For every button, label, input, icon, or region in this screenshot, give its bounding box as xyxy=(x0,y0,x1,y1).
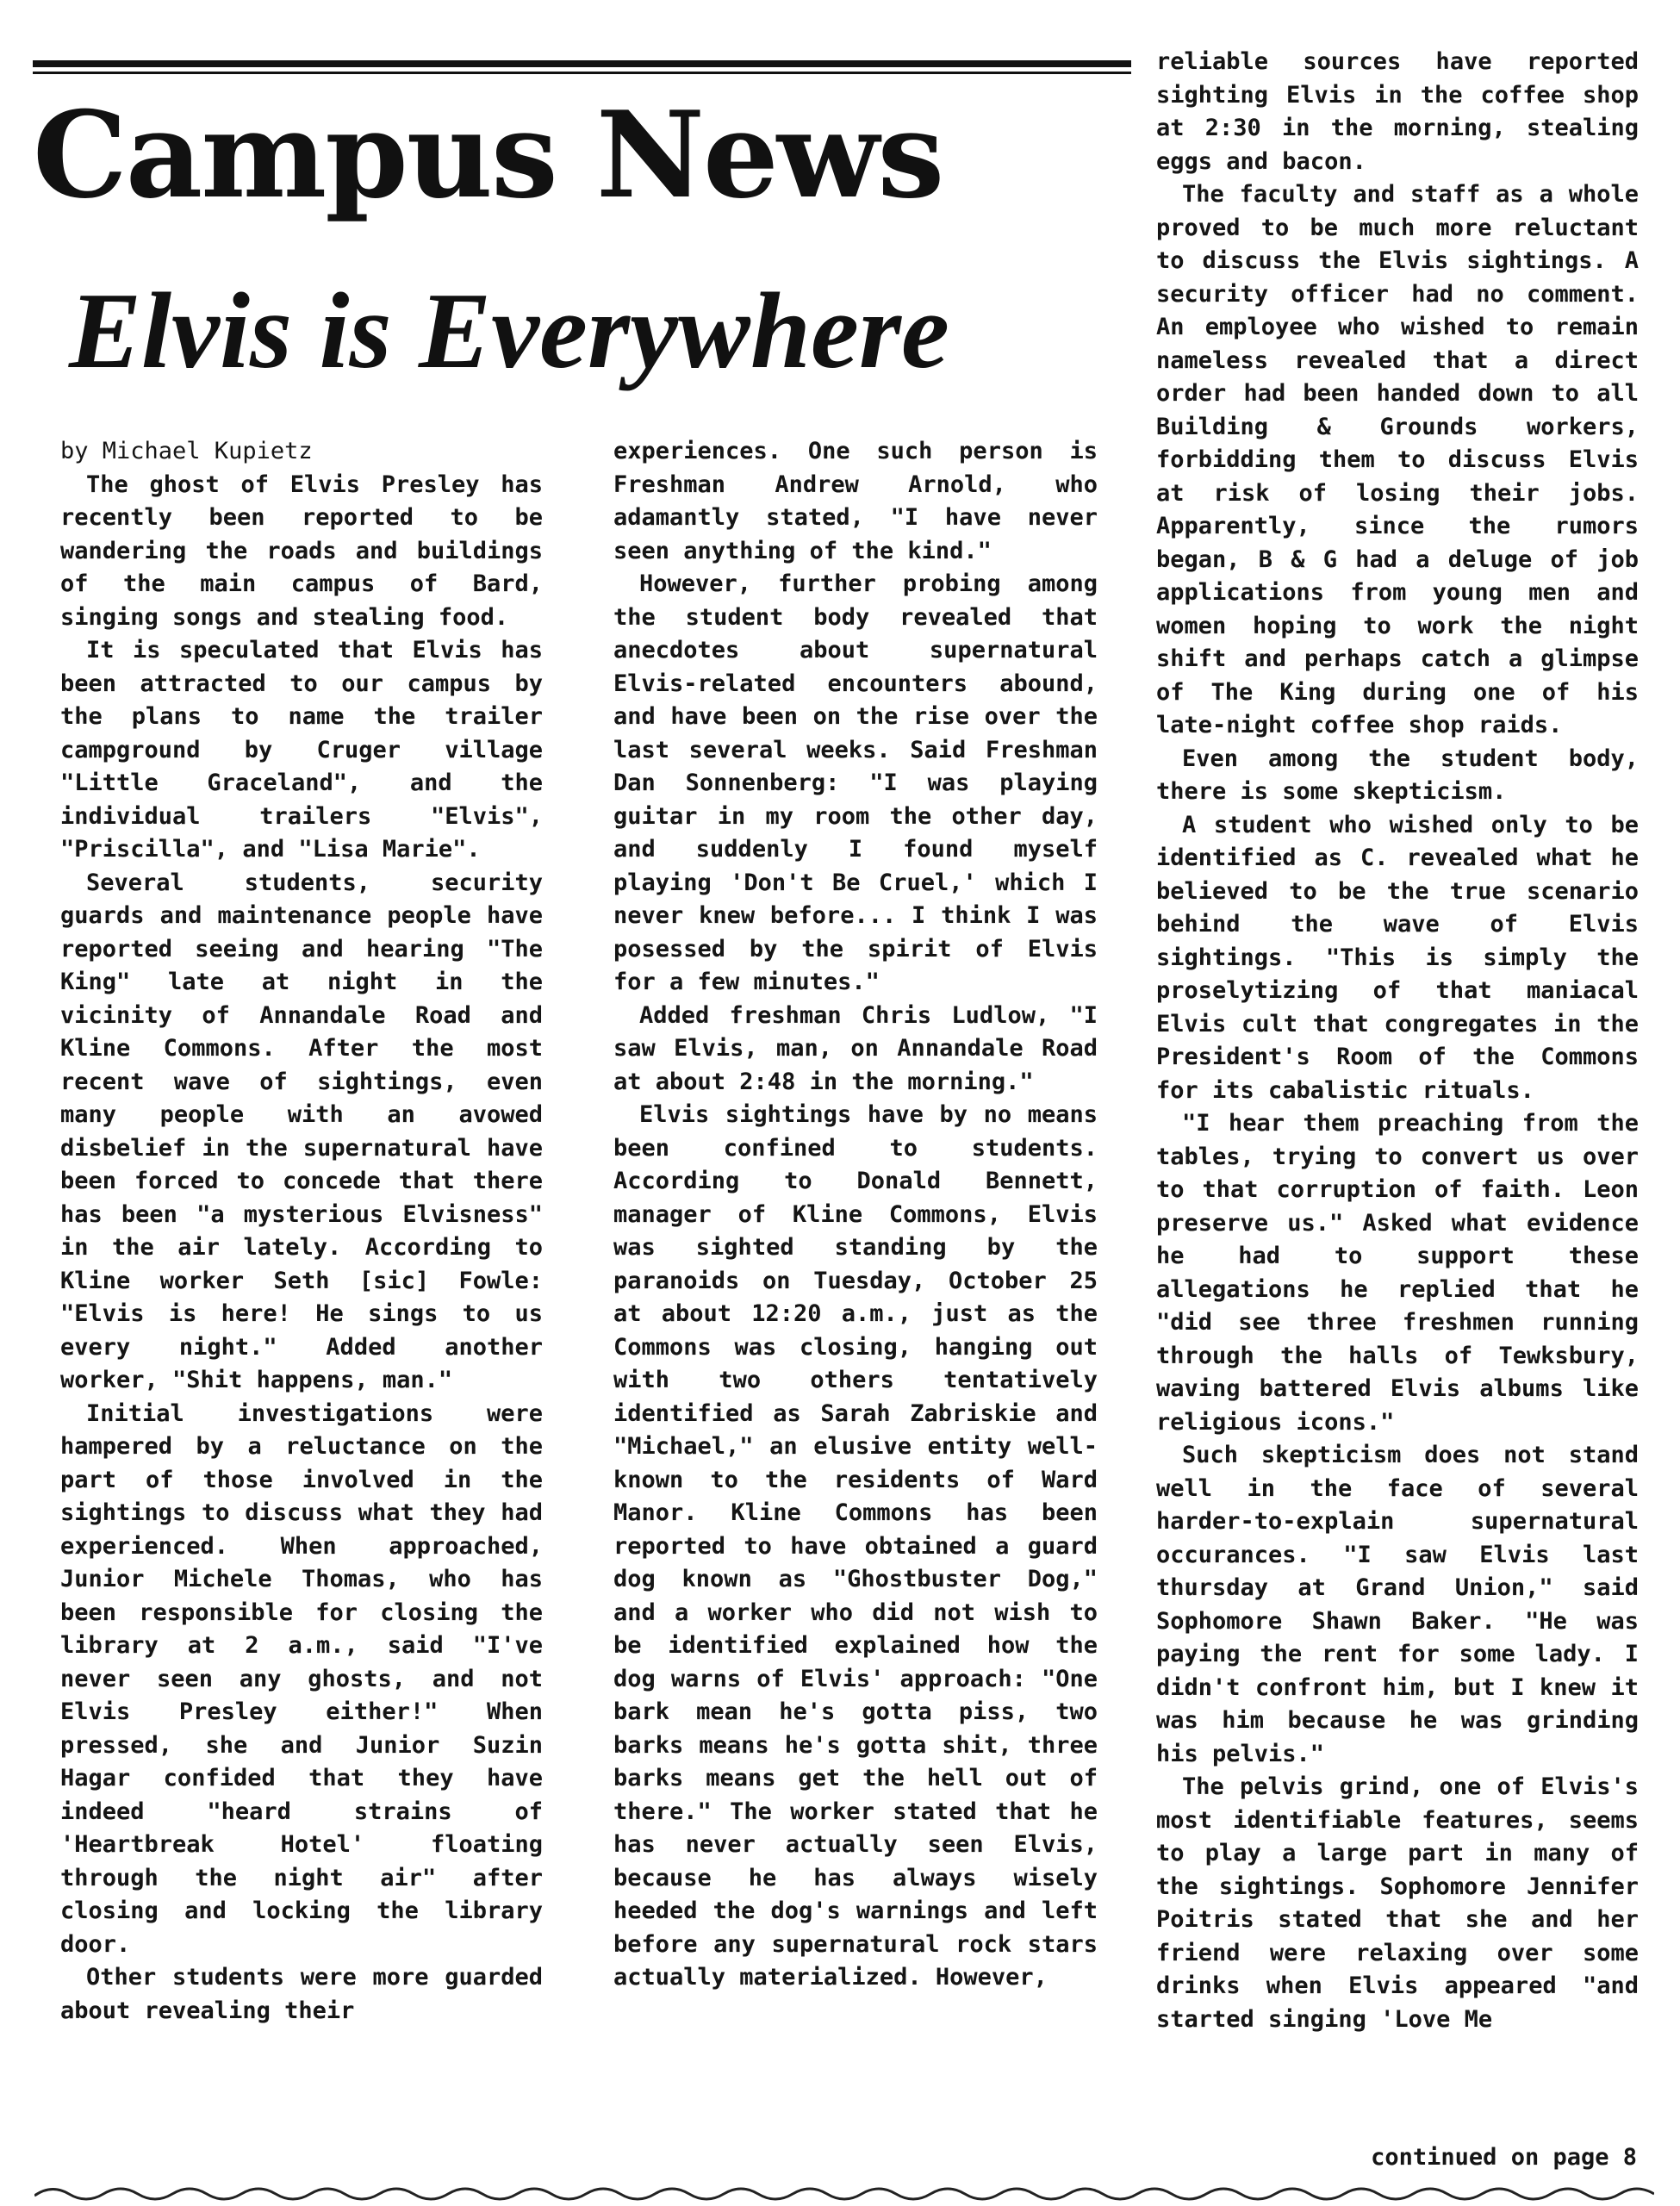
paragraph: reliable sources have reported sighting Elvis in the coffee shop at 2:30 in the morning, stealing eggs and bacon. xyxy=(1156,48,1639,175)
paragraph: Several students, security guards and maintenance people have reported seeing and hearing "The King" late at night in the vicinity of Annandale Road and Kline Commons. After the most recent wave of sightings, even many people with an avowed disbelief in the supernatural have been forced to concede that there has been "a mysterious Elvisness" in the air lately. According to Kline worker Seth [sic] Fowle: "Elvis is here! He sings to us every night." Added another worker, "Shit happens, man." xyxy=(60,869,543,1393)
continued-note: continued on page 8 xyxy=(1371,2144,1637,2171)
paragraph: However, further probing among the student body revealed that anecdotes about supernatural Elvis-related encounters abound, and have been on the rise over the last several weeks. Said Freshman Dan Sonnenberg: "I was playing guitar in my room the other day, and suddenly I found myself playing 'Don't Be Cruel,' which I never knew before... I think I was posessed by the spirit of Elvis for a few minutes." xyxy=(613,570,1098,995)
masthead-title: Campus News xyxy=(33,84,943,225)
paragraph: The pelvis grind, one of Elvis's most identifiable features, seems to play a large part in many of the sightings. Sophomore Jennifer Poitris stated that she and her friend were relaxing over some drinks when Elvis appeared "and started singing 'Love Me xyxy=(1156,1773,1639,2033)
paragraph: The ghost of Elvis Presley has recently been reported to be wandering the roads and buildings of the main campus of Bard, singing songs and stealing food. xyxy=(60,470,543,631)
article-column-2 xyxy=(613,435,1098,1995)
article-headline: Elvis is Everywhere xyxy=(69,271,949,391)
paragraph: "I hear them preaching from the tables, trying to convert us over to that corruption of faith. Leon preserve us." Asked what evidence he had to support these allegations he replied that he "did see three freshmen running through the halls of Tewksbury, waving battered Elvis albums like religious icons." xyxy=(1156,1110,1639,1436)
article-column-1 xyxy=(60,435,543,2028)
article-column-3 xyxy=(1156,46,1639,2036)
paragraph: Elvis sightings have by no means been confined to students. According to Donald Bennett, manager of Kline Commons, Elvis was sighted standing by the paranoids on Tuesday, October 25 at about 12:20 a.m., just as the Commons was closing, hanging out with two others tentatively identified as Sarah Zabriskie and "Michael," an elusive entity well-known to the residents of Ward Manor. Kline Commons has been reported to have obtained a guard dog known as "Ghostbuster Dog," and a worker who did not wish to be identified explained how the dog warns of Elvis' approach: "One bark mean he's gotta piss, two barks means he's gotta shit, three barks means get the hell out of there." The worker stated that he has never actually seen Elvis, because he has always wisely heeded the dog's warnings and left before any supernatural rock stars actually materialized. However, xyxy=(613,1101,1098,1991)
masthead-rule xyxy=(33,60,1131,74)
paragraph: Initial investigations were hampered by a reluctance on the part of those involved in the sightings to discuss what they had experienced. When approached, Junior Michele Thomas, who has been responsible for closing the library at 2 a.m., said "I've never seen any ghosts, and not Elvis Presley either!" When pressed, she and Junior Suzin Hagar confided that they have indeed "heard strains of 'Heartbreak Hotel' floating through the night air" after closing and locking the library door. xyxy=(60,1399,543,1958)
byline: by Michael Kupietz xyxy=(60,438,313,464)
paragraph: experiences. One such person is Freshman Andrew Arnold, who adamantly stated, "I have never seen anything of the kind." xyxy=(613,438,1098,564)
decorative-border xyxy=(34,2178,1654,2203)
paragraph: The faculty and staff as a whole proved to be much more reluctant to discuss the Elvis sightings. A security officer had no comment. An employee who wished to remain nameless revealed that a direct order had been handed down to all Building & Grounds workers, forbidding them to discuss Elvis at risk of losing their jobs. Apparently, since the rumors began, B & G had a deluge of job applications from young men and women hoping to work the night shift and perhaps catch a glimpse of The King during one of his late-night coffee shop raids. xyxy=(1156,181,1639,738)
paragraph: It is speculated that Elvis has been attracted to our campus by the plans to name the trailer campground by Cruger village "Little Graceland", and the individual trailers "Elvis", "Priscilla", and "Lisa Marie". xyxy=(60,637,543,863)
paragraph: Even among the student body, there is some skepticism. xyxy=(1156,745,1639,805)
paragraph: Other students were more guarded about revealing their xyxy=(60,1964,543,2024)
paragraph: Such skepticism does not stand well in the face of several harder-to-explain supernatural occurances. "I saw Elvis last thursday at Grand Union," said Sophomore Shawn Baker. "He was paying the rent for some lady. I didn't confront him, but I knew it was him because he was grinding his pelvis." xyxy=(1156,1442,1639,1767)
paragraph: Added freshman Chris Ludlow, "I saw Elvis, man, on Annandale Road at about 2:48 in the morning." xyxy=(613,1001,1098,1095)
paragraph: A student who wished only to be identified as C. revealed what he believed to be the true scenario behind the wave of Elvis sightings. "This is simply the proselytizing of that maniacal Elvis cult that congregates in the President's Room of the Commons for its cabalistic rituals. xyxy=(1156,811,1639,1104)
